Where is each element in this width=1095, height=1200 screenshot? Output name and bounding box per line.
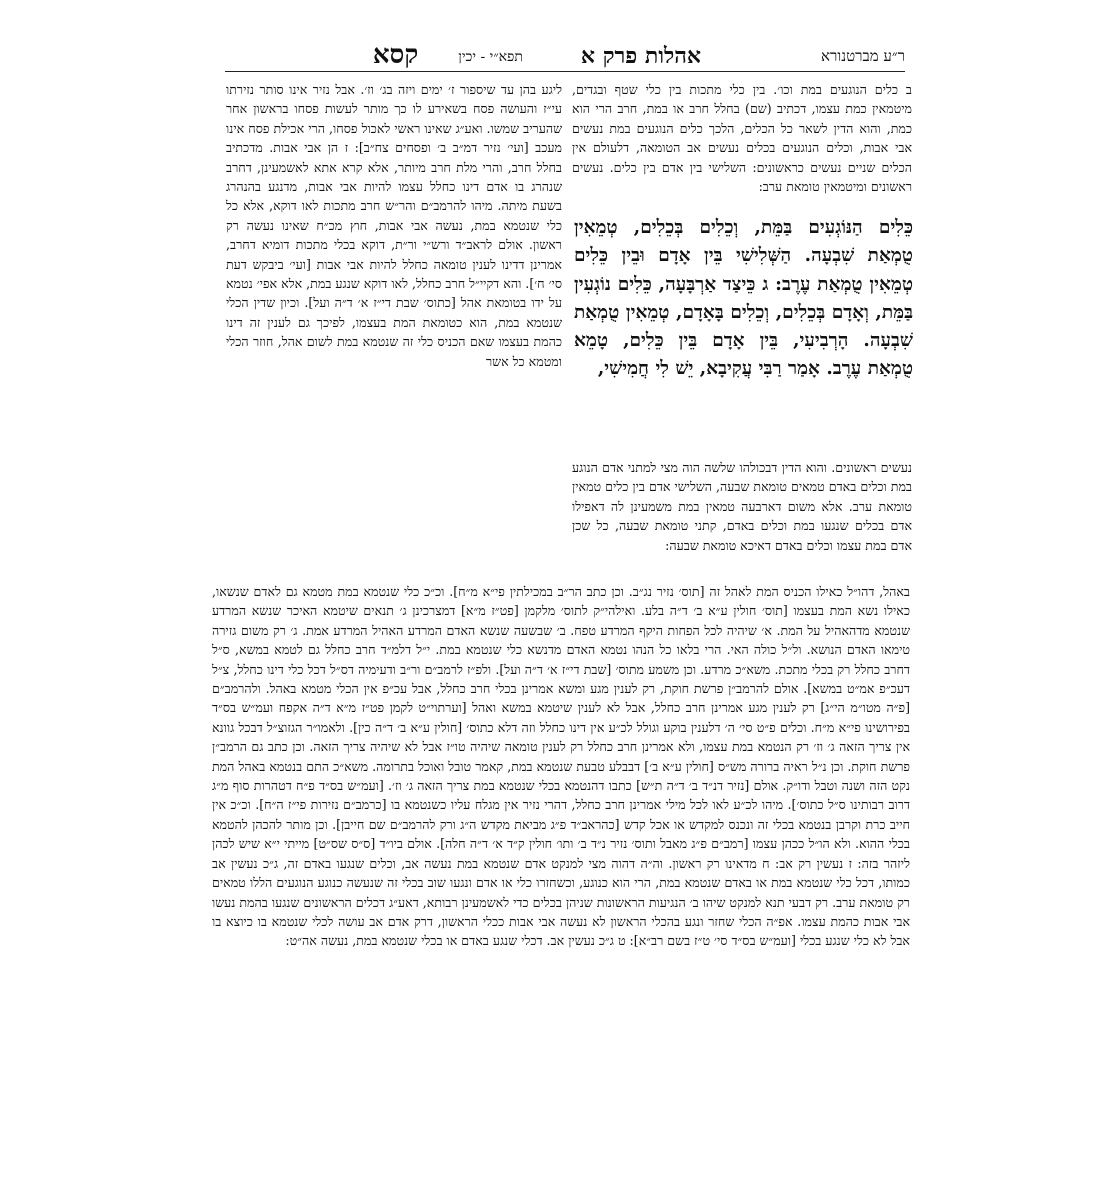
header-years: תפא״י - יכין — [458, 49, 523, 65]
bottom-commentary-full-width — [212, 582, 910, 1157]
header-right-title: ר״ע מברטנורא — [821, 47, 905, 65]
bartenura-commentary-bottom — [572, 458, 912, 588]
header-center-title: אהלות פרק א — [580, 43, 702, 69]
bartenura-commentary-top — [572, 80, 912, 230]
mishnah-text: כֵּלִים הַנּוֹגְעִים בַּמֵּת, וְכֵלִים בְּכֵלִים, טְמֵאִין טֻמְאַת שִׁבְעָה. הַשְּׁלִישִׁי בֵּין אָדָם וּבֵין כֵּלִים טְמֵאִין טֻמְאַת עֶרֶב: ג כֵּיצַד אַרְבָּעָה, כֵּלִים נוֹגְעִין בַּמֵּת, וְאָדָם בְּכֵלִים, וְכֵלִים בָּאָדָם, טְמֵאִין טֻמְאַת שִׁבְעָה. הָרְבִיעִי, בֵּין אָדָם בֵּין כֵּלִים, טָמֵא טֻמְאַת עֶרֶב. אָמַר רַבִּי עֲקִיבָא, יֵשׁ לִי חֲמִישִׁי, — [574, 217, 913, 380]
bartenura-paragraph-end: נעשים ראשונים. והוא הדין דבכולהו שלשה הוה מצי למתני אדם הנוגע במת וכלים באדם טמאים טומאת שבעה, השלישי אדם בין כלים טמאין טומאת ערב. אלא משום דארבעה טמאין במת משמעינן לה דאפילו אדם בכלים שנגעו במת וכלים באדם, קתני טומאת שבעה, כל שכן אדם במת עצמו וכלים באדם דאיכא טומאת שבעה: — [572, 460, 912, 553]
page-header — [225, 38, 905, 72]
bottom-paragraph: באהל, דהו״ל כאילו הכניס המת לאהל זה [תוס׳ נזיר נג״ב. וכן כתב הר״ב במכילתין פי״א מ״ח]. וכ״כ כלי שנטמא במת מטמא גם לאדם שנשאו, כאילו נשא המת בעצמו [תוס׳ חולין ע״א ב׳ ד״ה בלע. ואילהי״ק לתוס׳ מלקמן [פט״ז מ״א] דמצרכינן ג׳ תנאים שיטמא האיכר שנשא המרדע שנטמא מדהאהיל על המת. א׳ שיהיה לכל הפחות היקף המרדע טפח. ב׳ שבשעה שנשא האדם המרדע האהיל המרדע אמת. ג׳ רק משום גזירה טימאו האדם הנושא. ול״ל כולה האי. הרי בלאו כל הנהו נטמא האדם מדנשא כלי שנטמא במת. י״ל דלמ״ד חרב כחלל גם לטמא במשא, ס״ל דחרב כחלל רק בכלי מתכת. משא״כ מרדע. וכן משמע מתוס׳ [שבת די״ז א׳ ד״ה ועל]. ולפ״ז לרמב״ם ור״ב ודעימיה דס״ל דכל כלי דינו כחלל, צ״ל דעכ״פ אמ״ט במשא]. אולם להרמב״ן פרשת חוקת, רק לענין מגע ומשא אמרינן בכלי חרב כחלל, אבל עכ״פ אין הכלי מטמא באהל. ולהרמב״ם [פ״ה מטו״מ הי״ג] רק לענין מגע אמרינן חרב כחלל, אבל לא לענין שיטמא במשא ואהל [וערתוי״ט לקמן פט״ז מ״א ד״ה אקפח ועמ״ש בס״ד בפירושינו פי״א מ״ח. וכלים פ״ט סי׳ ה׳ דלענין בוקע וגולל לכ״ע אין דינו כחלל וזה דלא כתוס׳ [חולין ע״א ב׳ ד״ה כין]. ולאמו״ר הגזוצ״ל דבכל גוונא אין צריך הזאה ג׳ וז׳ רק הנטמא במת עצמו, ולא אמרינן חרב כחלל רק לענין טומאה שיהיה טו״ז אבל לא שיהיה צריך הזאה. וכן כתב גם הרמב״ן פרשת חוקת. וכן נ״ל ראיה ברורה מש״ס [חולין ע״א ב׳] דבבלע טבעת שנטמא במת, קאמר טובל ואוכל בתרומה. משא״כ התם בנטמא באהל המת נקט הזה ושנה וטבל ודו״ק. אולם [נזיר דנ״ד ב׳ ד״ה ת״ש] כתבו דהנטמא בכלי שנטמא במת צריך הזאה ג׳ וז׳. [ועמ״ש בס״ד פ״ח דטהרות סוף מ״ג דרוב רבותינו ס״ל כתוס׳]. מיהו לכ״ע לאו לכל מילי אמרינן חרב כחלל, דהרי נזיר אין מגלח עליו כשנטמא בו [כרמב״ם נזירות פי״ז ה״ח]. וכ״כ אין חייב כרת וקרבן בנטמא בכלי זה ונכנס למקדש או אכל קדש [כהראב״ד פ״ג מביאת מקדש ה״ג ורק להרמב״ם שם חייבן]. וכן מותר להכהן להטמא בכלי ההוא. ולא הו״ל ככהן עצמו [רמב״ם פ״ג מאבל ותוס׳ נזיר נ״ד ב׳ ותו׳ חולין ק״ד א׳ ד״ה חלה]. אולם ביו״ד [ס״ס שס״ט] מייתי י״א שיש לכהן ליזהר בזה: ז נעשין רק אב: ח מדאינו רק ראשון. וה״ה דהוה מצי למנקט אדם שנטמא במת נעשה אב, וכלים שנגעו באדם זה, ג״כ נעשין אב כמותו, דכל כלי שנטמא במת או באדם שנטמא במת, הרי הוא כנוגע, וכשחזרו כלי או אדם ונגעו שוב בכלי זה שנעשה כנוגע הנוגעים הללו טמאים רק טומאת ערב. רק דבעי תנא למנקט שיהו ב׳ הנגיעות הראשונות שניהן בכלים כדי לאשמעינן רבותא, דאע״ג דכלים הראשונים שנגעו בהמת נעשו אבי אבות כהמת עצמו. אפ״ה הכלי שחזר ונגע בהכלי הראשון לא נעשה אבי אבות ככלי הראשון, דרק אדם אב עושה לכלי שנטמא בו כיוצא בו אבל לא כלי שנגע בכלי [ועמ״ש בס״ד סי׳ ט״ז בשם רב״א]: ט ג״כ נעשין אב. דכלי שנגע באדם או בכלי שנטמא במת, נעשה אה״ט: — [212, 584, 910, 949]
yachin-paragraph: ליגע בהן עד שיספור ז׳ ימים ויזה בג׳ וז׳. אבל נזיר אינו סותר נזירתו עי״ז והעושה פסח בשאירע לו כך מותר לעשות פסחו בראשון אחר שהעריב שמשו. ואע״ג שאינו ראשי לאכול פסחו, הרי אכילת פסח אינו מעכב [ועי׳ נזיר דמ״ב ב׳ ופסחים צח״ב]: ז הן אבי אבות. מדכתיב בחלל חרב, והרי מלת חרב מיותר, אלא קרא אתא לאשמעינן, דחרב שנהרג בו אדם דינו כחלל עצמו להיות אבי אבות, מדנגע בהנהרג בשעת מיתה. מיהו להרמב״ם והר״ש חרב מתכות לאו דוקא, אלא כל כלי שנטמא במת, נעשה אבי אבות, חוץ מכ״ח שאינו נעשה רק ראשון. אולם לראב״ד ורש״י ור״ת, דוקא בכלי מתכות דומיא דחרב, אמרינן דדינו לענין טומאה כחלל להיות אבי אבות [ועי׳ ביבקש דעת סי׳ ח׳]. והא דקיי״ל חרב כחלל, לאו דוקא שנגע במת, אלא אפי׳ נטמא על ידו בטומאת אהל [כתוס׳ שבת די״ז א׳ ד״ה ועל]. וכיון שדין הכלי שנטמא במת, הוא כטומאת המת בעצמו, לפיכך גם לענין זה דינו כהמת בעצמו שאם הכניס כלי זה שנטמא במת לשום אהל, חוזר הכלי ומטמא כל אשר — [226, 82, 562, 369]
page-number: קסא — [372, 40, 419, 70]
bartenura-paragraph: ב כלים הנוגעים במת וכו׳. בין כלי מתכות בין כלי שטף ובגדים, מיטמאין כמת עצמו, דכתיב (שם) בחלל חרב או במת, חרב הרי הוא כמת, והוא הדין לשאר כל הכלים, הלכך כלים הנוגעים במת נעשים אבי אבות, וכלים הנוגעים בכלים נעשים אב הטומאה, דלעולם אין הכלים שניים נעשים כראשונים: השלישי בין אדם בין כלים. נעשים ראשונים ומיטמאין טומאת ערב: — [572, 82, 912, 195]
yachin-commentary-column — [226, 80, 562, 585]
